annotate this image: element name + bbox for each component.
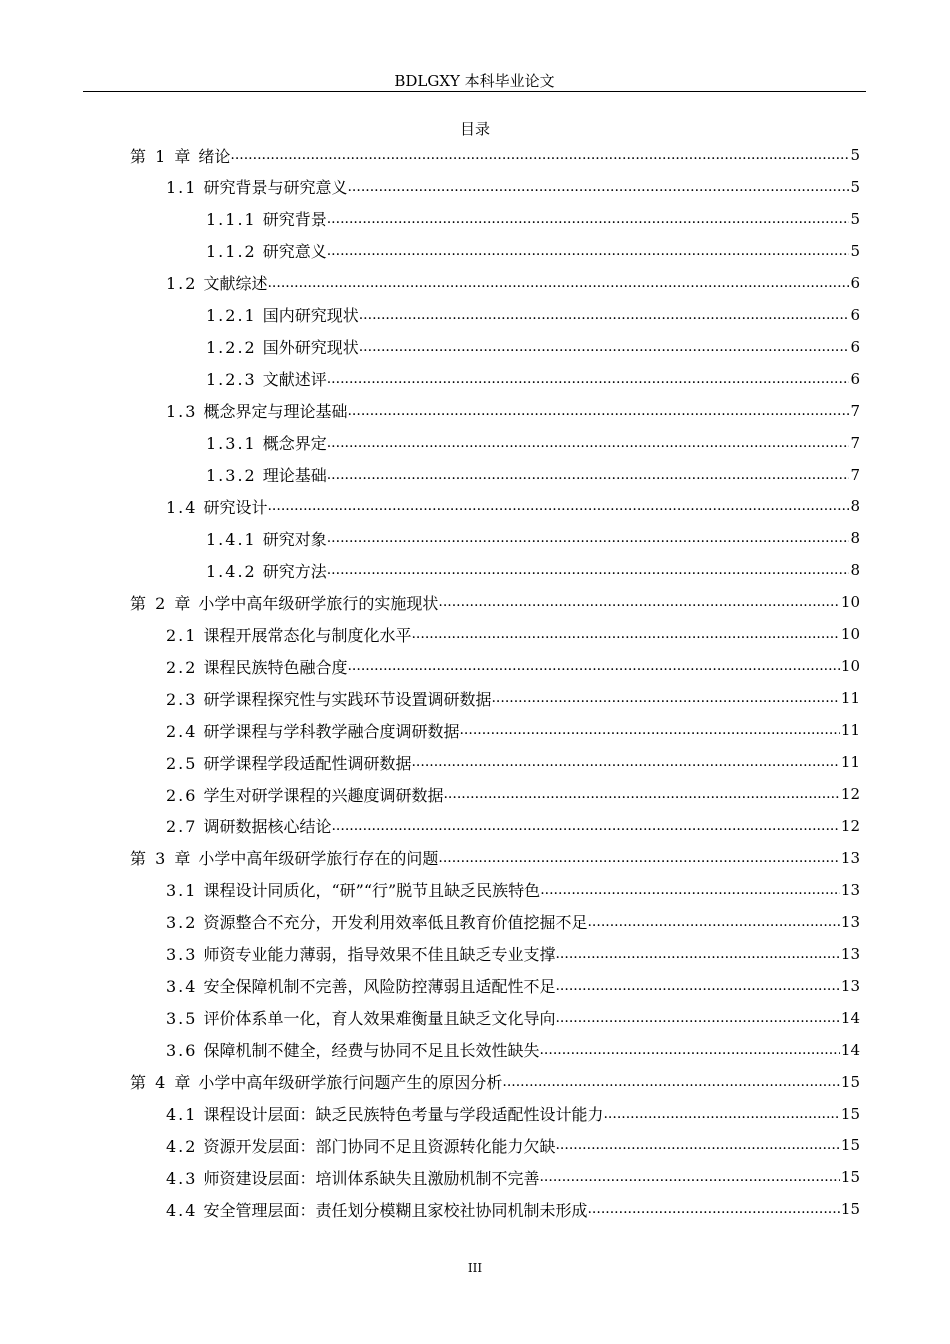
toc-entry-label (206, 431, 327, 454)
toc-entry-title: 资源整合不充分，开发利用效率低且教育价值挖掘不足 (203, 913, 588, 933)
toc-entry-title: 课程开展常态化与制度化水平 (203, 625, 412, 645)
toc-entry-number: 1.4.1 (206, 529, 257, 549)
dot-leader (438, 586, 840, 618)
toc-entry-page: 7 (850, 433, 860, 452)
toc-entry-title: 保障机制不健全，经费与协同不足且长效性缺失 (203, 1041, 540, 1061)
dot-leader (327, 235, 850, 267)
toc-entry-label (166, 1134, 555, 1157)
dot-leader (555, 970, 839, 1002)
toc-entry-page: 12 (840, 785, 860, 803)
toc-entry-page: 15 (840, 1136, 860, 1155)
toc-entry-label (166, 783, 443, 806)
toc-entry[interactable] (166, 1129, 860, 1161)
toc-entry[interactable] (206, 203, 860, 235)
toc-entry-title: 小学中高年级研学旅行问题产生的原因分析 (198, 1073, 503, 1093)
toc-entry-number: 1.4 (166, 497, 198, 517)
toc-entry-page: 10 (840, 593, 860, 612)
toc-entry-page: 7 (850, 465, 860, 484)
toc-entry[interactable] (206, 299, 860, 331)
toc-entry-number: 1.1.1 (206, 210, 257, 230)
toc-entry[interactable] (206, 459, 860, 491)
toc-entry-title: 安全保障机制不完善，风险防控薄弱且适配性不足 (203, 977, 556, 997)
toc-entry[interactable] (166, 1193, 860, 1225)
toc-entry-title: 概念界定 (262, 434, 327, 454)
toc-entry-number: 2.2 (166, 657, 198, 677)
toc-entry-number: 1.4.2 (206, 561, 257, 581)
toc-entry-label (130, 846, 438, 869)
toc-entry-label (166, 1166, 539, 1189)
toc-entry-number: 4.1 (166, 1105, 198, 1124)
dot-leader (438, 842, 840, 874)
dot-leader (411, 746, 839, 778)
dot-leader (331, 810, 839, 842)
toc-entry-label (166, 878, 540, 901)
toc-entry-page: 15 (840, 1200, 860, 1219)
toc-entry-title: 研学课程探究性与实践环节设置调研数据 (203, 689, 492, 709)
toc-entry-title: 研学课程与学科教学融合度调研数据 (203, 721, 460, 741)
dot-leader (327, 427, 850, 459)
toc-entry[interactable] (166, 490, 860, 522)
toc-entry[interactable] (130, 1066, 860, 1098)
toc-entry-number: 4.4 (166, 1200, 198, 1220)
dot-leader (359, 299, 850, 331)
toc-entry-number: 第 3 章 (130, 849, 193, 869)
dot-leader (555, 938, 839, 970)
toc-entry-label (206, 559, 327, 582)
toc-entry-page: 5 (850, 177, 860, 196)
toc-entry-title: 研究设计 (203, 497, 268, 517)
toc-entry-number: 3.2 (166, 913, 198, 933)
toc-entry-title: 研究背景与研究意义 (203, 178, 348, 198)
dot-leader (327, 522, 850, 554)
toc-entry[interactable] (166, 714, 860, 746)
dot-leader (267, 267, 849, 299)
toc-entry-number: 2.3 (166, 689, 198, 709)
toc-entry-title: 学生对研学课程的兴趣度调研数据 (203, 785, 444, 805)
toc-entry[interactable] (130, 139, 860, 171)
toc-entry-page: 14 (840, 1040, 860, 1059)
toc-entry-label (166, 942, 555, 965)
toc-entry[interactable] (166, 778, 860, 810)
dot-leader (555, 1002, 839, 1034)
toc-entry-page: 8 (850, 497, 860, 516)
toc-entry[interactable] (130, 586, 860, 618)
toc-entry-number: 2.4 (166, 721, 198, 741)
toc-entry-title: 文献述评 (262, 370, 327, 390)
toc-entry-number: 1.3 (166, 402, 198, 422)
toc-entry-number: 3.3 (166, 945, 198, 965)
toc-entry-label (166, 655, 347, 678)
toc-entry[interactable] (206, 235, 860, 267)
dot-leader (230, 139, 849, 171)
toc-entry-label (166, 1006, 555, 1029)
toc-entry-number: 1.2.2 (206, 338, 257, 358)
toc-entry[interactable] (166, 267, 860, 299)
toc-entry-number: 第 1 章 (130, 146, 193, 166)
toc-entry[interactable] (166, 618, 860, 650)
toc-entry[interactable] (166, 970, 860, 1002)
toc-entry-page: 12 (840, 816, 860, 835)
toc-entry-number: 3.5 (166, 1009, 198, 1029)
dot-leader (327, 459, 850, 491)
toc-entry-page: 8 (850, 561, 860, 580)
dot-leader (347, 395, 849, 427)
toc-entry-label (206, 367, 327, 390)
toc-entry-page: 8 (850, 529, 860, 548)
toc-entry-title: 绪论 (198, 146, 231, 166)
toc-entry-number: 第 4 章 (130, 1073, 193, 1093)
toc-entry-page: 15 (840, 1104, 860, 1123)
dot-leader (411, 618, 839, 650)
toc-entry-title: 研究意义 (262, 242, 327, 262)
toc-entry-page: 6 (850, 369, 860, 388)
toc-entry-page: 7 (850, 401, 860, 420)
toc-entry-title: 研学课程学段适配性调研数据 (203, 753, 412, 773)
dot-leader (502, 1066, 840, 1098)
toc-entry-label (166, 814, 331, 837)
toc-entry-label (166, 271, 267, 294)
dot-leader (540, 874, 840, 906)
toc-entry-label (130, 1070, 502, 1093)
toc-entry-label (166, 1102, 603, 1125)
toc-entry-label (206, 303, 359, 326)
toc-entry-label (166, 1038, 539, 1061)
toc-entry-number: 4.2 (166, 1136, 198, 1156)
toc-entry-number: 1.1 (166, 178, 198, 198)
toc-entry-number: 3.4 (166, 977, 198, 997)
toc-entry[interactable] (166, 682, 860, 714)
toc-entry[interactable] (166, 395, 860, 427)
dot-leader (267, 490, 849, 522)
toc-entry[interactable] (206, 554, 860, 586)
toc-entry-page: 10 (840, 657, 860, 676)
dot-leader (539, 1034, 839, 1066)
toc-entry-number: 1.2 (166, 274, 198, 294)
toc-entry[interactable] (166, 1034, 860, 1066)
toc-entry-title: 安全管理层面：责任划分模糊且家校社协同机制未形成 (203, 1200, 588, 1220)
toc-entry-page: 5 (850, 146, 860, 164)
toc-entry-label (130, 144, 230, 167)
toc-entry-page: 15 (840, 1072, 860, 1091)
toc-entry-title: 课程设计层面：缺乏民族特色考量与学段适配性设计能力 (203, 1105, 604, 1124)
toc-entry[interactable] (206, 427, 860, 459)
toc-entry-title: 调研数据核心结论 (203, 817, 332, 837)
toc-entry[interactable] (130, 842, 860, 874)
toc-entry-number: 1.2.1 (206, 306, 257, 326)
toc-entry-number: 1.2.3 (206, 370, 257, 390)
toc-entry-page: 11 (840, 689, 860, 708)
toc-entry-label (206, 239, 327, 262)
toc-entry-number: 2.5 (166, 753, 198, 773)
toc-entry-label (206, 463, 327, 486)
toc-entry-number: 3.6 (166, 1041, 198, 1061)
toc-entry-page: 13 (840, 912, 860, 931)
toc-entry-number: 3.1 (166, 881, 198, 901)
toc-entry[interactable] (206, 363, 860, 395)
header-rule (83, 91, 866, 92)
toc-entry-number: 1.1.2 (206, 242, 257, 262)
toc-entry-label (166, 910, 587, 933)
toc-entry-label (166, 175, 347, 198)
toc-entry[interactable] (166, 874, 860, 906)
toc-entry-label (166, 1198, 587, 1221)
toc-entry[interactable] (206, 522, 860, 554)
dot-leader (491, 682, 839, 714)
toc-entry[interactable] (166, 171, 860, 203)
toc-entry-page: 6 (850, 273, 860, 292)
toc-entry-title: 研究背景 (262, 210, 327, 230)
toc-entry-page: 10 (840, 625, 860, 644)
toc-entry-page: 15 (840, 1168, 860, 1187)
toc-entry-title: 文献综述 (203, 274, 268, 294)
toc-entry-label (206, 207, 327, 230)
toc-entry-label (166, 687, 491, 710)
toc-entry-title: 理论基础 (262, 466, 327, 485)
toc-entry-page: 14 (840, 1008, 860, 1027)
toc-entry-label (166, 495, 267, 518)
toc-entry-title: 师资建设层面：培训体系缺失且激励机制不完善 (203, 1168, 540, 1188)
toc-entry-page: 11 (840, 721, 860, 740)
dot-leader (327, 203, 850, 235)
toc-entry-title: 课程设计同质化，“研”“行”脱节且缺乏民族特色 (203, 881, 541, 901)
toc-entry-page: 13 (840, 848, 860, 867)
toc-entry[interactable] (166, 810, 860, 842)
dot-leader (443, 778, 839, 810)
toc-entry-page: 11 (840, 753, 860, 772)
toc-entry-title: 评价体系单一化，育人效果难衡量且缺乏文化导向 (203, 1009, 556, 1029)
dot-leader (587, 1193, 839, 1225)
toc-entry-title: 研究方法 (262, 561, 327, 581)
dot-leader (459, 714, 839, 746)
dot-leader (347, 650, 839, 682)
running-header: BDLGXY 本科毕业论文 (394, 72, 555, 90)
toc-entry-page: 13 (840, 944, 860, 963)
toc-entry-page: 6 (850, 305, 860, 324)
toc-entry[interactable] (206, 331, 860, 363)
toc-entry-label (166, 623, 411, 646)
toc-entry-title: 研究对象 (262, 529, 327, 549)
toc-entry-title: 国内研究现状 (262, 306, 359, 326)
toc-entry[interactable] (166, 1098, 860, 1130)
toc-entry-label (166, 719, 459, 742)
toc-entry-page: 5 (850, 209, 860, 228)
toc-entry-number: 4.3 (166, 1168, 198, 1188)
toc-entry[interactable] (166, 906, 860, 938)
toc-entry-number: 2.6 (166, 785, 198, 805)
toc-entry-title: 小学中高年级研学旅行存在的问题 (198, 849, 439, 869)
toc-entry-number: 2.1 (166, 625, 198, 645)
dot-leader (347, 171, 849, 203)
dot-leader (327, 554, 850, 586)
dot-leader (327, 363, 850, 395)
toc-entry-label (206, 335, 359, 358)
toc-entry-page: 13 (840, 976, 860, 995)
page-number: III (467, 1261, 483, 1275)
dot-leader (555, 1129, 839, 1161)
dot-leader (603, 1098, 839, 1130)
toc-entry-label (166, 399, 347, 422)
toc-entry-page: 13 (840, 880, 860, 899)
toc-entry-label (166, 974, 555, 997)
toc-entry-title: 师资专业能力薄弱，指导效果不佳且缺乏专业支撑 (203, 945, 556, 965)
toc-entry-title: 课程民族特色融合度 (203, 657, 348, 677)
dot-leader (587, 906, 839, 938)
toc-entry-title: 资源开发层面：部门协同不足且资源转化能力欠缺 (203, 1136, 556, 1156)
toc-entry[interactable] (166, 746, 860, 778)
toc-entry-page: 6 (850, 337, 860, 356)
toc-entry-number: 1.3.1 (206, 434, 257, 454)
toc-entry-label (166, 751, 411, 774)
toc-title: 目录 (459, 120, 490, 138)
toc-entry-number: 第 2 章 (130, 593, 193, 613)
dot-leader (359, 331, 850, 363)
toc-entry[interactable] (166, 650, 860, 682)
toc-entry-page: 5 (850, 241, 860, 260)
toc-entry-number: 2.7 (166, 817, 198, 837)
toc-entry[interactable] (166, 1161, 860, 1193)
toc-entry[interactable] (166, 1002, 860, 1034)
toc-entry-label (130, 591, 438, 614)
toc-entry-title: 概念界定与理论基础 (203, 402, 348, 422)
toc-entry-label (206, 527, 327, 550)
toc-entry-number: 1.3.2 (206, 466, 257, 485)
toc-entry-title: 国外研究现状 (262, 338, 359, 358)
dot-leader (539, 1161, 839, 1193)
toc-entry[interactable] (166, 938, 860, 970)
toc-entry-title: 小学中高年级研学旅行的实施现状 (198, 593, 439, 613)
